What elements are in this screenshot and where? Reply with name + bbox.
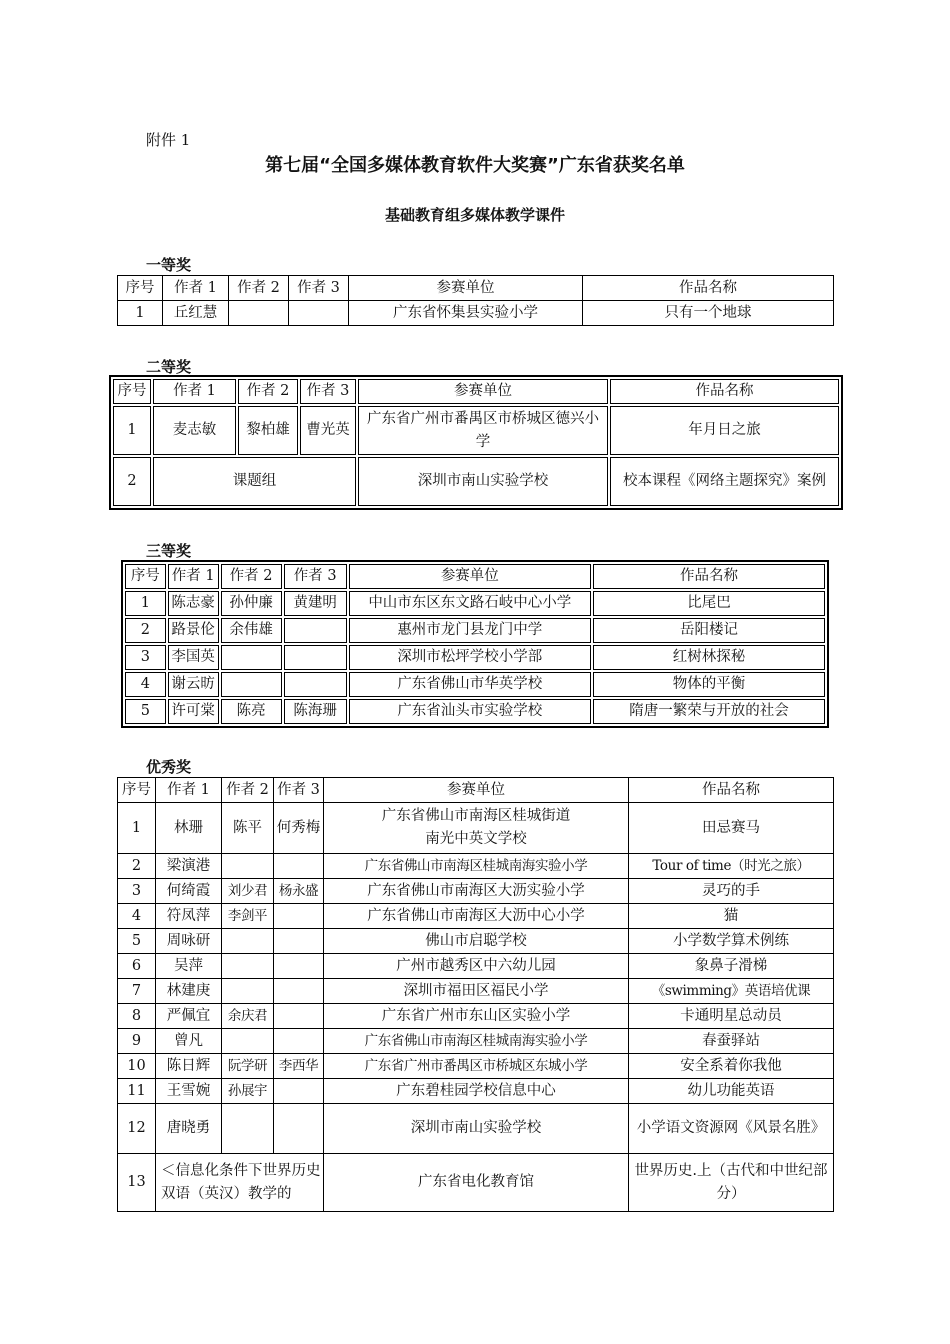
cell-no: 8 [118,1004,156,1029]
cell-author3: 陈海珊 [284,699,347,724]
cell-work: 猫 [629,904,834,929]
cell-author1: 谢云昉 [168,672,219,697]
cell-no: 2 [113,457,151,506]
cell-author2 [222,1104,274,1154]
cell-author2: 陈平 [222,803,274,854]
header-author3: 作者 3 [289,276,349,301]
cell-author3 [284,672,347,697]
cell-author2 [229,301,289,326]
cell-work: 春蚕驿站 [629,1029,834,1054]
table-row [118,1054,834,1079]
header-author2: 作者 2 [238,379,298,404]
cell-work: 岳阳楼记 [593,618,825,643]
cell-no: 7 [118,979,156,1004]
header-work: 作品名称 [593,564,825,589]
table-header-row [113,379,839,404]
cell-work: 年月日之旅 [610,406,839,455]
cell-unit: 广东省佛山市南海区大沥中心小学 [324,904,629,929]
cell-author1: 许可棠 [168,699,219,724]
cell-work: 红树林探秘 [593,645,825,670]
cell-no: 1 [118,803,156,854]
cell-author2: 孙展宇 [222,1079,274,1104]
cell-unit: 广东省广州市东山区实验小学 [324,1004,629,1029]
header-unit: 参赛单位 [358,379,608,404]
cell-author1: 李国英 [168,645,219,670]
table-row [118,979,834,1004]
cell-author1: 梁演港 [156,854,222,879]
header-no: 序号 [113,379,151,404]
header-author1: 作者 1 [153,379,236,404]
header-author3: 作者 3 [284,564,347,589]
cell-author3: 曹光英 [300,406,356,455]
cell-no: 12 [118,1104,156,1154]
table-row [118,929,834,954]
cell-work: 灵巧的手 [629,879,834,904]
cell-no: 2 [118,854,156,879]
header-author2: 作者 2 [229,276,289,301]
cell-work: 物体的平衡 [593,672,825,697]
cell-no: 6 [118,954,156,979]
cell-author1: 丘红慧 [163,301,229,326]
table-row [118,954,834,979]
cell-work: 小学语文资源网《风景名胜》 [629,1104,834,1154]
cell-unit [324,803,629,854]
cell-author3 [284,645,347,670]
cell-author2: 陈亮 [221,699,282,724]
document-subtitle: 基础教育组多媒体教学课件 [384,206,565,224]
cell-author3: 黄建明 [284,591,347,616]
header-unit: 参赛单位 [349,564,591,589]
table-header-row [125,564,825,589]
table-row [125,699,825,724]
cell-unit: 广东省电化教育馆 [324,1154,629,1212]
cell-unit-line1: 广东省佛山市南海区桂城街道 [381,808,571,824]
cell-author2: 李剑平 [222,904,274,929]
cell-no: 11 [118,1079,156,1104]
cell-author2 [222,954,274,979]
table-row [118,301,834,326]
header-no: 序号 [118,778,156,803]
table-header-row [118,276,834,301]
header-work: 作品名称 [583,276,834,301]
cell-no: 1 [125,591,166,616]
cell-author3 [274,954,324,979]
cell-unit: 佛山市启聪学校 [324,929,629,954]
header-no: 序号 [118,276,163,301]
cell-author2 [222,854,274,879]
cell-author3 [274,1079,324,1104]
cell-author1: 路景伦 [168,618,219,643]
table-row [125,645,825,670]
table-header-row [118,778,834,803]
cell-author1: 陈日辉 [156,1054,222,1079]
table-row [125,618,825,643]
cell-author2 [221,645,282,670]
cell-unit: 惠州市龙门县龙门中学 [349,618,591,643]
header-author1: 作者 1 [168,564,219,589]
cell-work: 卡通明星总动员 [629,1004,834,1029]
cell-author3 [274,929,324,954]
cell-work: Tour of time（时光之旅） [629,854,834,879]
cell-no: 3 [125,645,166,670]
cell-work: 象鼻子滑梯 [629,954,834,979]
cell-no: 3 [118,879,156,904]
table-row [113,406,839,455]
cell-unit: 广东省佛山市南海区桂城南海实验小学 [324,1029,629,1054]
header-unit: 参赛单位 [324,778,629,803]
cell-author2: 阮学研 [222,1054,274,1079]
table-row [125,672,825,697]
cell-author3 [284,618,347,643]
cell-no: 4 [125,672,166,697]
table-row [125,591,825,616]
cell-work: 只有一个地球 [583,301,834,326]
cell-unit: 广州市越秀区中六幼儿园 [324,954,629,979]
cell-author1: 周咏研 [156,929,222,954]
header-author3: 作者 3 [274,778,324,803]
header-author2: 作者 2 [221,564,282,589]
cell-unit: 广东省佛山市华英学校 [349,672,591,697]
cell-author2: 刘少君 [222,879,274,904]
cell-work: 比尾巴 [593,591,825,616]
cell-author1: 何绮霞 [156,879,222,904]
header-work: 作品名称 [610,379,839,404]
cell-no: 5 [125,699,166,724]
cell-work: 小学数学算术例练 [629,929,834,954]
cell-unit: 广东碧桂园学校信息中心 [324,1079,629,1104]
cell-unit: 深圳市南山实验学校 [324,1104,629,1154]
cell-author2 [222,929,274,954]
cell-author3 [274,904,324,929]
cell-work: 田忌赛马 [629,803,834,854]
cell-unit: 深圳市南山实验学校 [358,457,608,506]
cell-no: 10 [118,1054,156,1079]
first-prize-table [117,275,834,326]
cell-author3 [289,301,349,326]
cell-author1: 吴萍 [156,954,222,979]
section-second-prize: 二等奖 [146,358,192,376]
section-excellent-award: 优秀奖 [146,758,192,776]
cell-author1: 林珊 [156,803,222,854]
table-row [113,457,839,506]
cell-unit: 广东省广州市番禺区市桥城区东城小学 [324,1054,629,1079]
table-row [118,854,834,879]
header-author2: 作者 2 [222,778,274,803]
section-third-prize: 三等奖 [146,542,192,560]
cell-author2: 余庆君 [222,1004,274,1029]
third-prize-table [121,560,829,728]
cell-no: 9 [118,1029,156,1054]
header-author3: 作者 3 [300,379,356,404]
cell-author3 [274,1029,324,1054]
cell-group-authors: 课题组 [153,457,356,506]
header-unit: 参赛单位 [349,276,583,301]
cell-author1: 麦志敏 [153,406,236,455]
cell-unit: 广东省佛山市南海区大沥实验小学 [324,879,629,904]
cell-unit: 深圳市松坪学校小学部 [349,645,591,670]
document-title: 第七届“全国多媒体教育软件大奖赛”广东省获奖名单 [265,155,685,176]
cell-author1: 林建庚 [156,979,222,1004]
cell-no: 1 [113,406,151,455]
cell-unit: 广东省怀集县实验小学 [349,301,583,326]
header-author1: 作者 1 [156,778,222,803]
cell-author1: 陈志豪 [168,591,219,616]
cell-work: 幼儿功能英语 [629,1079,834,1104]
header-no: 序号 [125,564,166,589]
table-row [118,803,834,854]
cell-author3 [274,1004,324,1029]
table-row [118,904,834,929]
cell-author2: 黎柏雄 [238,406,298,455]
table-row [118,1079,834,1104]
cell-author2 [222,979,274,1004]
cell-author1: 唐晓勇 [156,1104,222,1154]
cell-author3: 李西华 [274,1054,324,1079]
cell-work: 《swimming》英语培优课 [629,979,834,1004]
cell-unit: 深圳市福田区福民小学 [324,979,629,1004]
cell-work: 世界历史.上（古代和中世纪部分） [629,1154,834,1212]
cell-author2: 孙仲廉 [221,591,282,616]
cell-author1: 曾凡 [156,1029,222,1054]
cell-unit: 广东省佛山市南海区桂城南海实验小学 [324,854,629,879]
excellent-award-table [117,777,834,1212]
cell-work: 安全系着你我他 [629,1054,834,1079]
cell-unit: 广东省广州市番禺区市桥城区德兴小学 [358,406,608,455]
table-row [118,1154,834,1212]
header-author1: 作者 1 [163,276,229,301]
section-first-prize: 一等奖 [146,256,192,274]
cell-no: 2 [125,618,166,643]
table-row [118,879,834,904]
cell-author2 [221,672,282,697]
cell-author2 [222,1029,274,1054]
header-work: 作品名称 [629,778,834,803]
cell-author3 [274,1104,324,1154]
cell-no: 13 [118,1154,156,1212]
cell-author1: 符凤萍 [156,904,222,929]
cell-author1: 严佩宜 [156,1004,222,1029]
table-row [118,1104,834,1154]
cell-no: 4 [118,904,156,929]
table-row [118,1029,834,1054]
cell-unit-line2: 南光中英文学校 [425,831,527,847]
cell-author2: 余伟雄 [221,618,282,643]
cell-author3 [274,979,324,1004]
cell-group-authors: ＜信息化条件下世界历史双语（英汉）教学的 [156,1154,324,1212]
cell-unit: 中山市东区东文路石岐中心小学 [349,591,591,616]
cell-author3: 何秀梅 [274,803,324,854]
cell-no: 1 [118,301,163,326]
second-prize-table [109,375,843,510]
cell-no: 5 [118,929,156,954]
cell-work: 校本课程《网络主题探究》案例 [610,457,839,506]
cell-unit: 广东省汕头市实验学校 [349,699,591,724]
attachment-label: 附件 1 [146,131,191,149]
cell-author3: 杨永盛 [274,879,324,904]
cell-author3 [274,854,324,879]
table-row [118,1004,834,1029]
cell-work: 隋唐一繁荣与开放的社会 [593,699,825,724]
cell-author1: 王雪婉 [156,1079,222,1104]
